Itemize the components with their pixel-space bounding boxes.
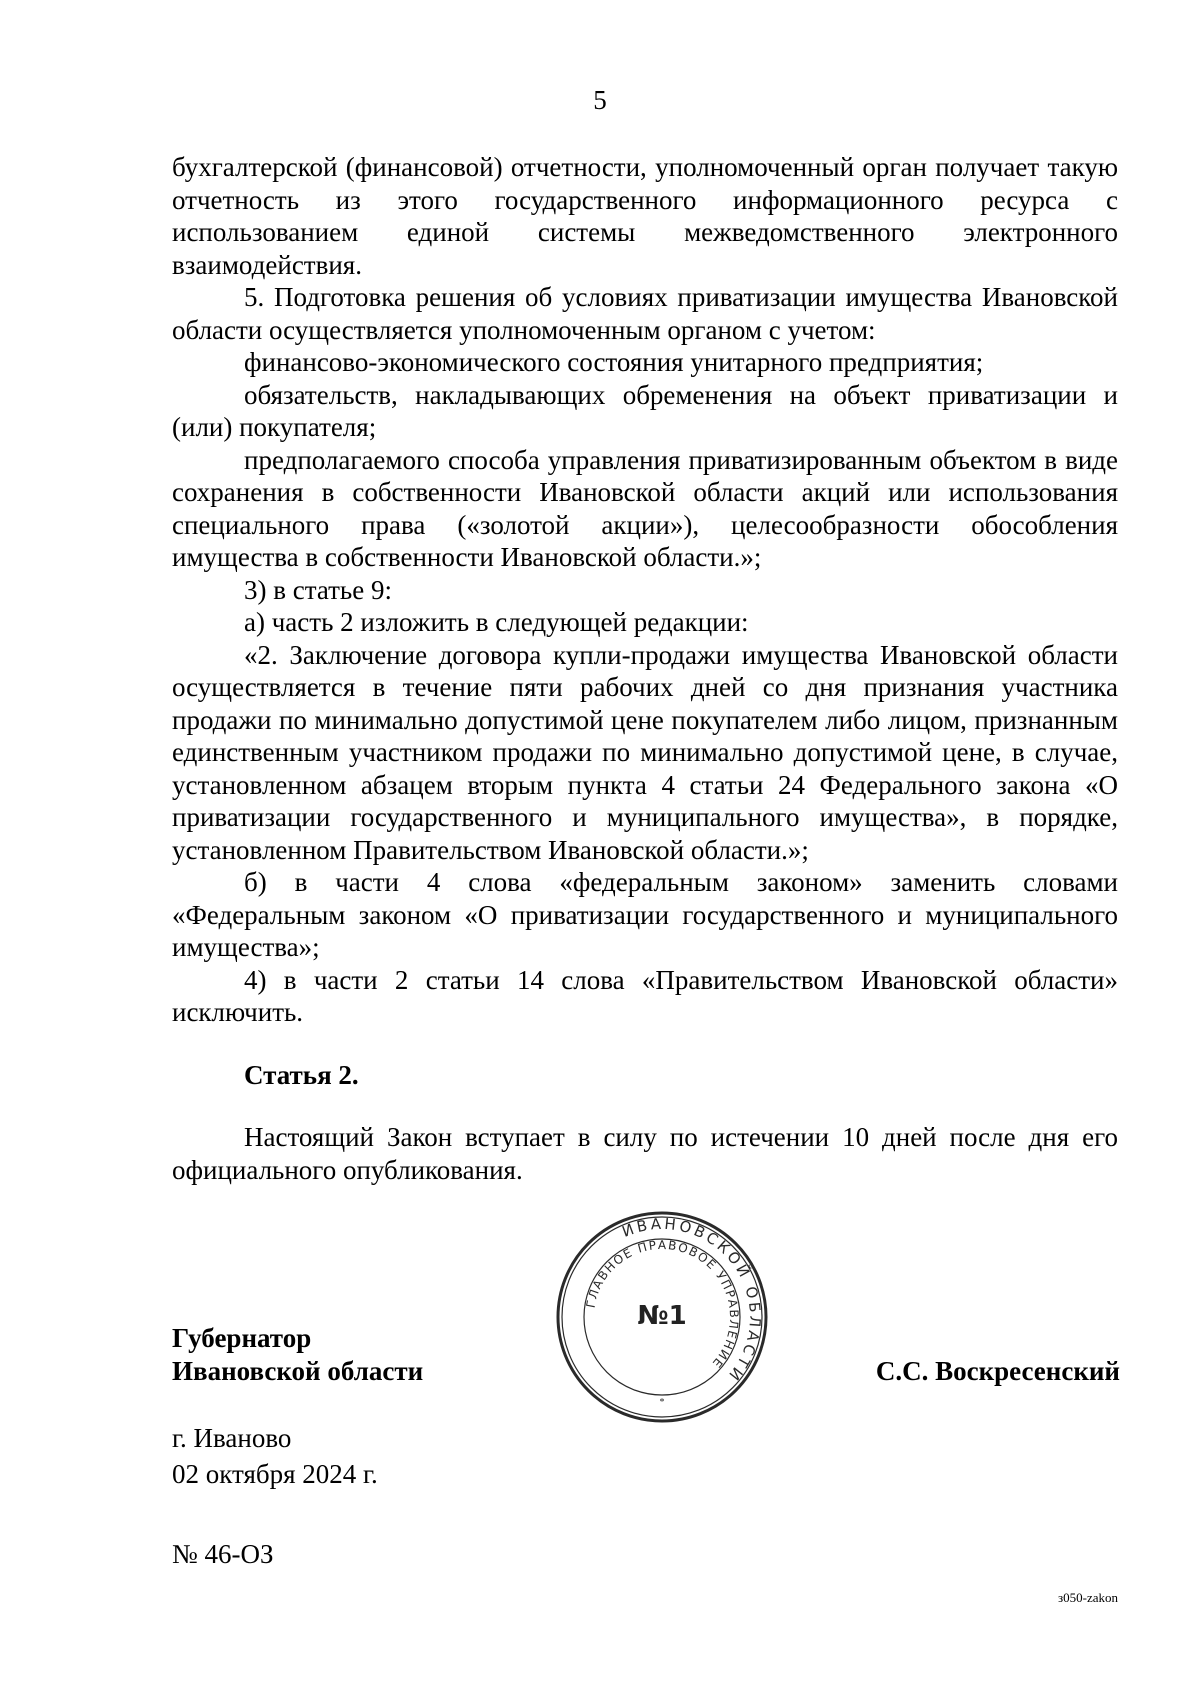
page-number: 5 <box>593 85 607 115</box>
paragraph: «2. Заключение договора купли-продажи имущества Ивановской области осуществляется в течение пяти рабочих дней со дня признания участника продажи по минимально допустимой цене покупателем либо лицом, признанным единственным участником продажи по минимально допустимой цене, в случае, установленном абзацем вторым пункта 4 статьи 24 Федерального закона «О приватизации государственного и муниципального имущества», в порядке, установленном Правительством Ивановской области.»; <box>172 639 1118 865</box>
place: г. Иваново <box>172 1423 292 1453</box>
article-2-text: Настоящий Закон вступает в силу по истечении 10 дней после дня его официального опубликования. <box>172 1122 1118 1185</box>
official-seal <box>554 1209 770 1425</box>
seal-inner-text: ГЛАВНОЕ ПРАВОВОЕ УПРАВЛЕНИЕ <box>583 1237 742 1372</box>
paragraph: 4) в части 2 статьи 14 слова «Правительством Ивановской области» исключить. <box>172 964 1118 1027</box>
document-body <box>172 151 1118 1186</box>
article-2-heading: Статья 2. <box>244 1059 359 1090</box>
law-number: № 46-ОЗ <box>172 1539 274 1569</box>
signatory-name: С.С. Воскресенский <box>875 1356 1120 1386</box>
paragraph: обязательств, накладывающих обременения на объект приватизации и (или) покупателя; <box>172 379 1118 442</box>
paragraph: а) часть 2 изложить в следующей редакции: <box>244 607 749 637</box>
signature-title <box>172 1322 552 1388</box>
signature-title-line: Губернатор <box>172 1323 312 1353</box>
paragraph: 5. Подготовка решения об условиях приватизации имущества Ивановской области осуществляется уполномоченным органом с учетом: <box>172 282 1118 345</box>
paragraph: 3) в статье 9: <box>244 574 392 605</box>
place-date <box>172 1420 378 1492</box>
paragraph: б) в части 4 слова «федеральным законом» заменить словами «Федеральным законом «О приватизации государственного и муниципального имущества»; <box>172 867 1118 962</box>
date: 02 октября 2024 г. <box>172 1459 378 1489</box>
seal-number: №1 <box>637 1301 687 1331</box>
signature-title-line: Ивановской области <box>172 1356 424 1386</box>
paragraph: предполагаемого способа управления приватизированным объектом в виде сохранения в собственности Ивановской области акций или использования специального права («золотой акции»), целесообразности обособления имущества в собственности Ивановской области.»; <box>172 444 1118 572</box>
svg-text:*: * <box>659 1397 665 1408</box>
seal-outer-text: ИВАНОВСКОЙ ОБЛАСТИ <box>619 1214 765 1386</box>
paragraph: финансово-экономического состояния унитарного предприятия; <box>244 347 984 377</box>
paragraph: бухгалтерской (финансовой) отчетности, уполномоченный орган получает такую отчетность из этого государственного информационного ресурса с использованием единой системы межведомственного электронного взаимодействия. <box>172 152 1118 280</box>
file-code: з050-zakon <box>1057 1590 1118 1605</box>
